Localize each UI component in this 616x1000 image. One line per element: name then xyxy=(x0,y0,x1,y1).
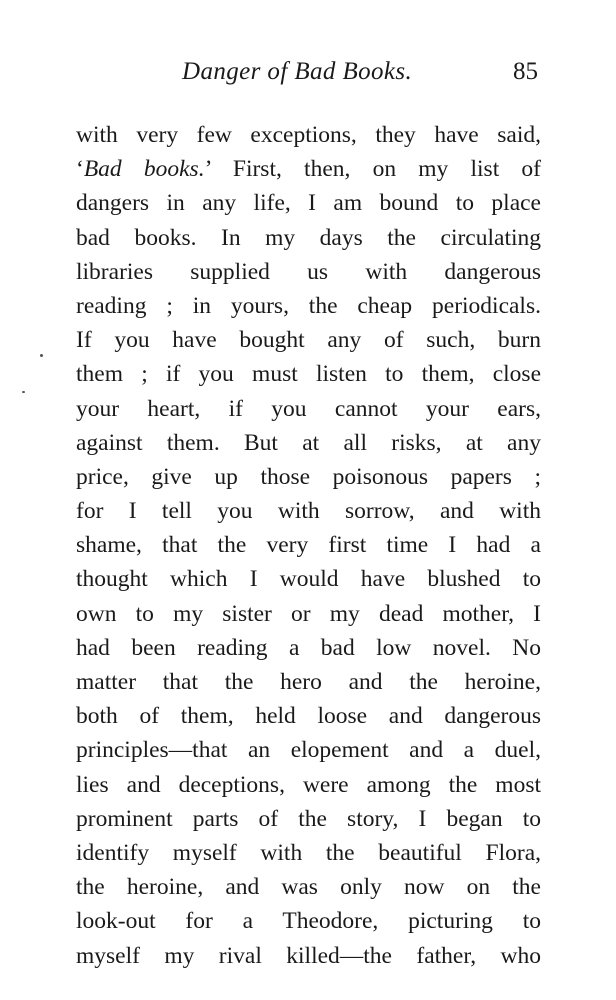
running-head xyxy=(0,58,616,98)
margin-speck xyxy=(22,391,25,393)
text-line: myself my rival killed—the father, who xyxy=(76,942,541,969)
text-line: identify myself with the beautiful Flora, xyxy=(76,839,541,866)
margin-speck xyxy=(40,354,43,357)
text-line: look-out for a Theodore, picturing to xyxy=(76,908,541,935)
text-line: them ; if you must listen to them, close xyxy=(76,361,541,388)
text-line: your heart, if you cannot your ears, xyxy=(76,395,541,422)
text-line: against them. But at all risks, at any xyxy=(76,429,541,456)
text-line: own to my sister or my dead mother, I xyxy=(76,600,541,627)
body-text xyxy=(76,118,541,973)
text-line: the heroine, and was only now on the xyxy=(76,874,541,901)
text-line: shame, that the very first time I had a xyxy=(76,532,541,559)
text-line: had been reading a bad low novel. No xyxy=(76,634,541,661)
text-line: principles—that an elopement and a duel, xyxy=(76,737,541,764)
text-line: for I tell you with sorrow, and with xyxy=(76,498,541,525)
running-title: Danger of Bad Books. xyxy=(182,58,413,85)
text-line: reading ; in yours, the cheap periodicals. xyxy=(76,292,541,319)
text-line: prominent parts of the story, I began to xyxy=(76,805,541,832)
text-line xyxy=(76,152,541,186)
text-line: bad books. In my days the circulating xyxy=(76,224,541,251)
text-line: lies and deceptions, were among the most xyxy=(76,771,541,798)
text-line: both of them, held loose and dangerous xyxy=(76,703,541,730)
opening-quote: ‘ xyxy=(76,156,84,183)
text-line: thought which I would have blushed to xyxy=(76,566,541,593)
text-line: matter that the hero and the heroine, xyxy=(76,669,541,695)
page-number: 85 xyxy=(513,58,538,85)
text-line: with very few exceptions, they have said, xyxy=(76,122,541,148)
text-line: price, give up those poisonous papers ; xyxy=(76,463,541,490)
text-line: If you have bought any of such, burn xyxy=(76,327,541,354)
italic-quote: Bad books. xyxy=(83,156,205,183)
text-line: libraries supplied us with dangerous xyxy=(76,258,541,285)
text-line: dangers in any life, I am bound to place xyxy=(76,190,541,217)
text-line-rest: ’ First, then, on my list of xyxy=(204,156,541,183)
